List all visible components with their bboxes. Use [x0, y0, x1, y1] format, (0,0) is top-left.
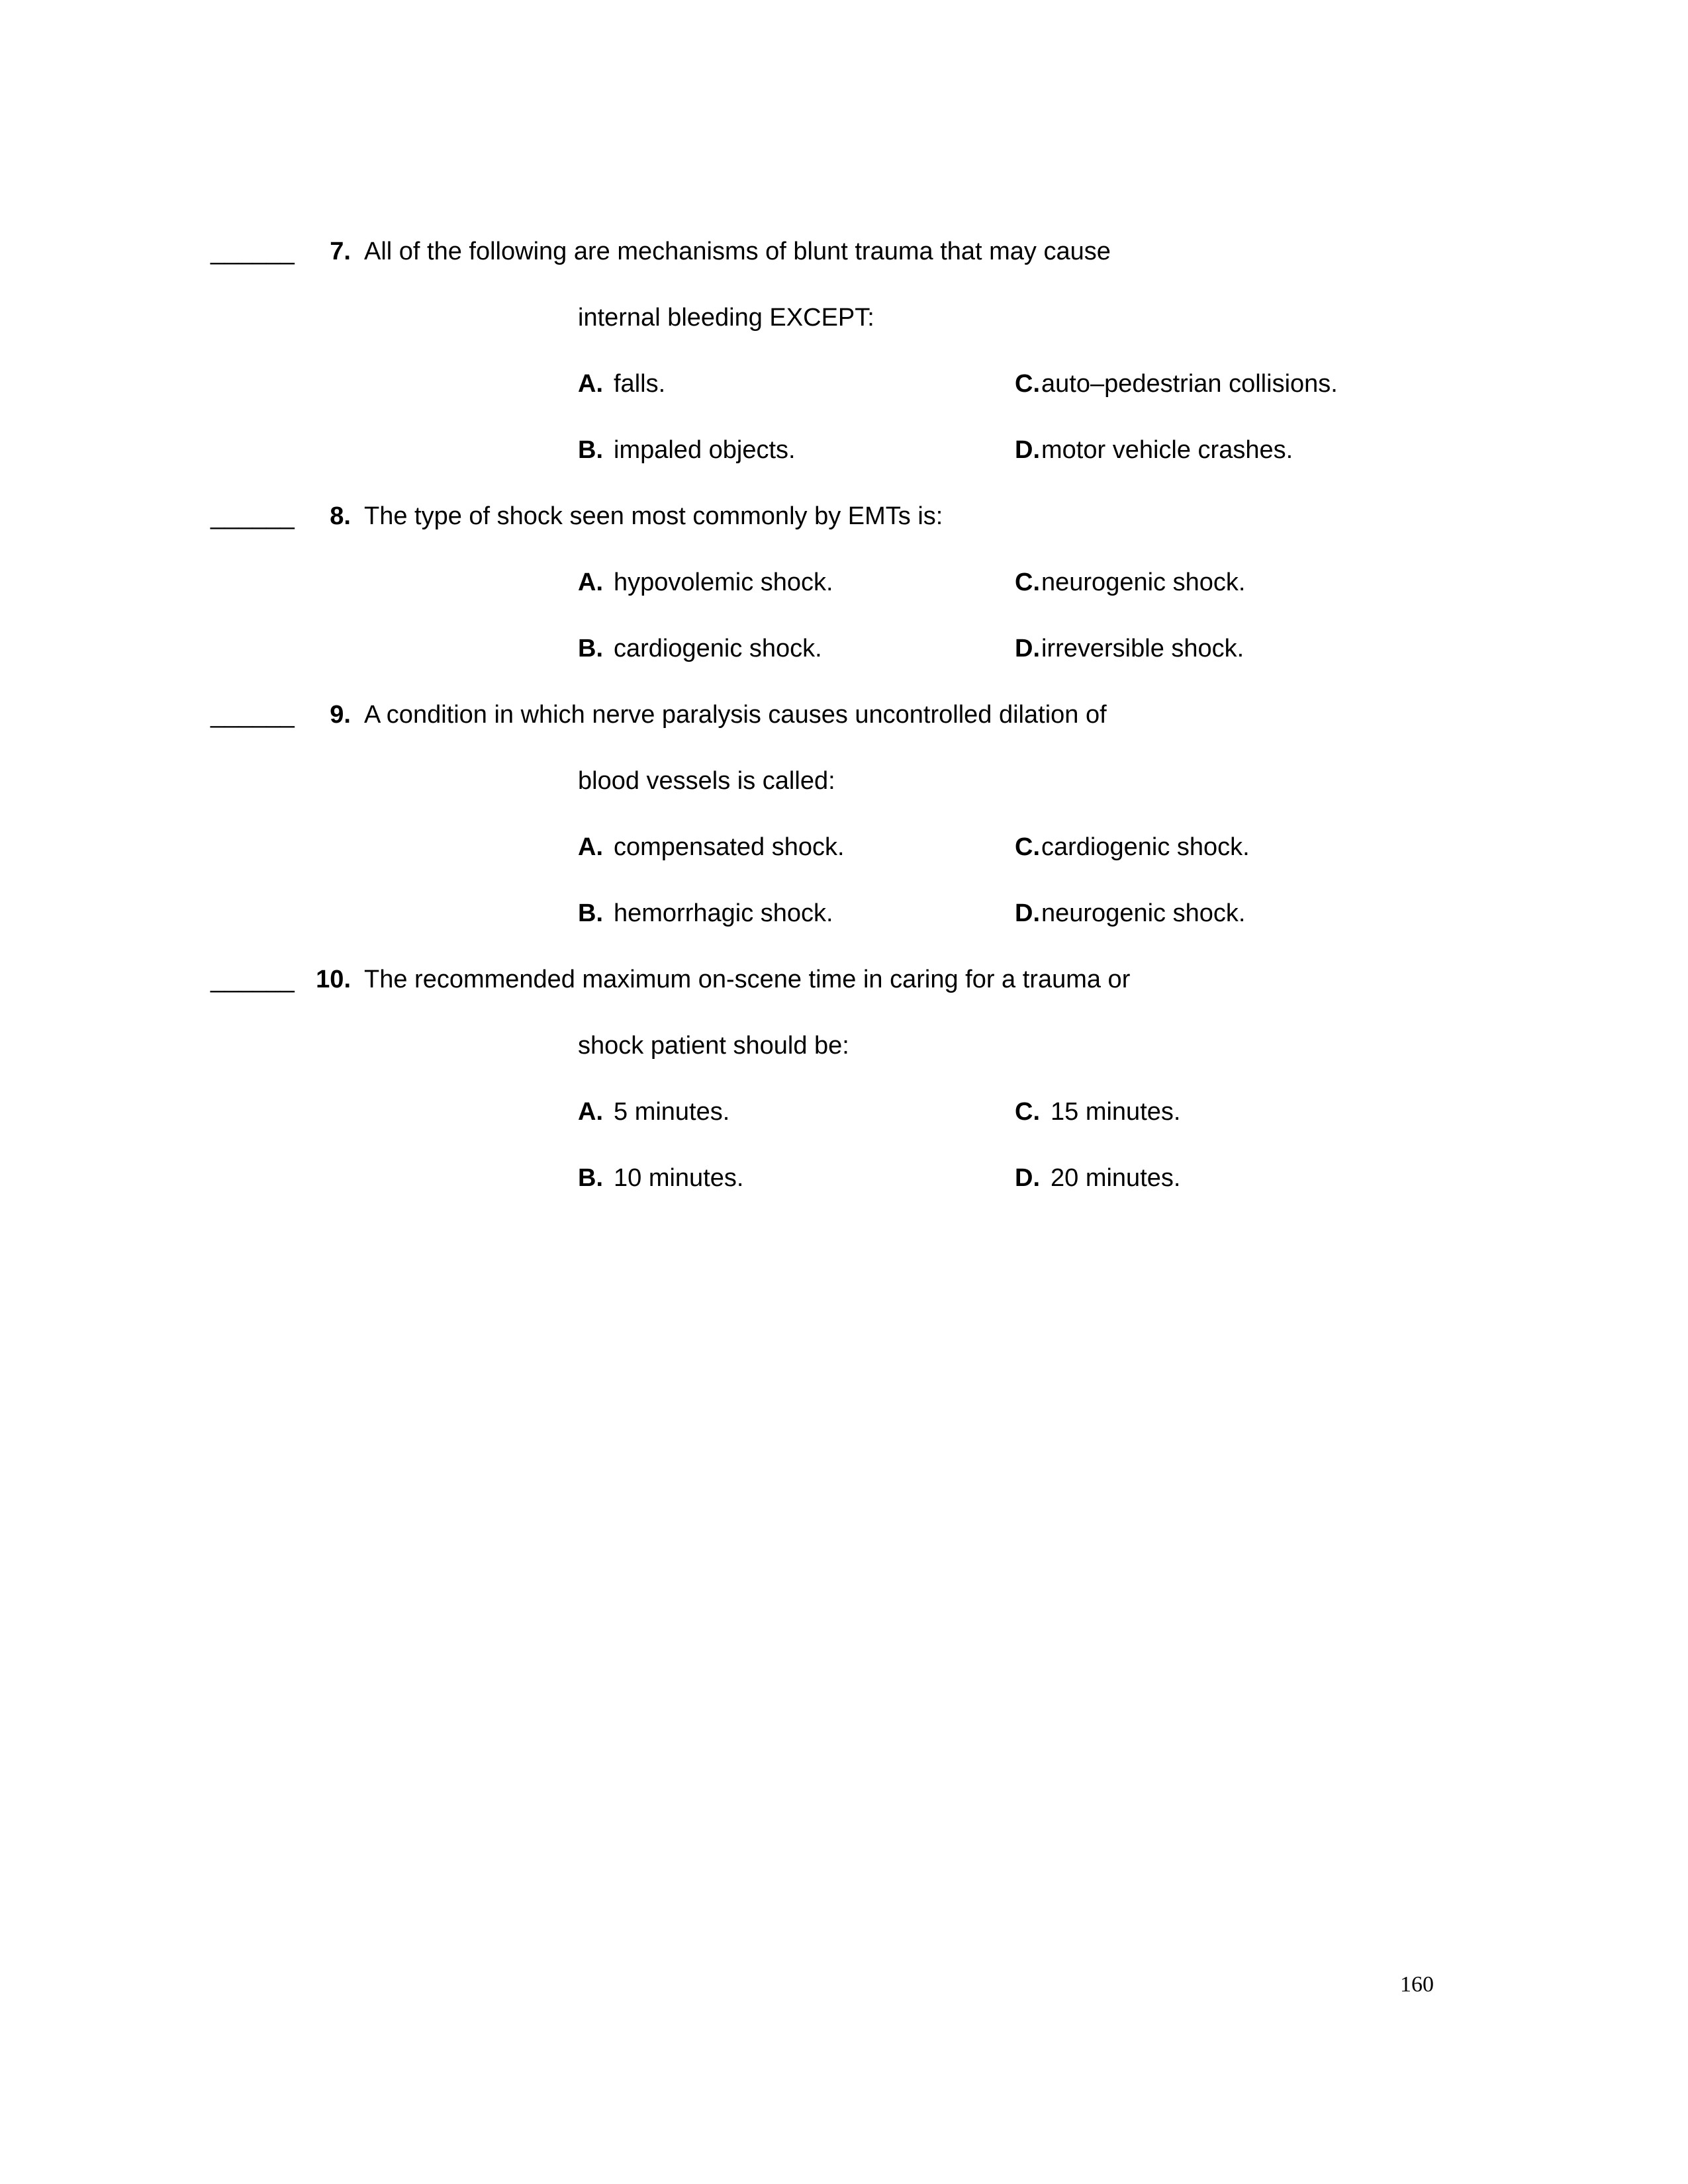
option-label: motor vehicle crashes. — [1041, 436, 1293, 464]
option-d[interactable] — [1015, 615, 1244, 682]
option-label: neurogenic shock. — [1041, 899, 1246, 927]
option-row — [578, 351, 1468, 417]
question-heading — [211, 483, 1468, 549]
option-a[interactable] — [578, 1079, 1015, 1145]
option-row — [578, 880, 1468, 946]
question-text-continued: shock patient should be: — [578, 1032, 849, 1060]
option-row — [578, 417, 1468, 483]
option-letter: D. — [1015, 635, 1040, 662]
option-label: hypovolemic shock. — [614, 569, 833, 596]
option-letter: B. — [578, 436, 603, 464]
question-heading — [211, 682, 1468, 748]
option-b[interactable] — [578, 615, 1015, 682]
question-list — [211, 218, 1468, 1211]
option-row — [578, 615, 1468, 682]
option-letter: C. — [1015, 833, 1040, 861]
question-number: 9. — [330, 701, 351, 729]
question-item — [211, 946, 1468, 1211]
option-label: cardiogenic shock. — [1041, 833, 1250, 861]
option-label: 15 minutes. — [1051, 1098, 1181, 1126]
option-row — [578, 1145, 1468, 1211]
option-label: neurogenic shock. — [1041, 569, 1246, 596]
option-label: auto–pedestrian collisions. — [1041, 370, 1338, 398]
option-row — [578, 814, 1468, 880]
option-label: impaled objects. — [614, 436, 796, 464]
question-text: All of the following are mechanisms of blunt trauma that may cause — [364, 238, 1111, 265]
option-letter: A. — [578, 1098, 603, 1126]
question-text-continued: internal bleeding EXCEPT: — [578, 304, 874, 332]
option-group — [211, 814, 1468, 946]
option-letter: A. — [578, 370, 603, 398]
answer-blank[interactable]: ______ — [211, 238, 295, 265]
option-label: falls. — [614, 370, 666, 398]
option-letter: C. — [1015, 569, 1040, 596]
option-c[interactable] — [1015, 549, 1245, 615]
option-letter: C. — [1015, 1098, 1040, 1126]
answer-blank[interactable]: ______ — [211, 966, 295, 993]
option-c[interactable] — [1015, 1079, 1180, 1145]
option-b[interactable] — [578, 417, 1015, 483]
option-group — [211, 1079, 1468, 1211]
option-letter: D. — [1015, 436, 1040, 464]
question-heading — [211, 218, 1468, 285]
option-letter: D. — [1015, 899, 1040, 927]
option-letter: B. — [578, 899, 603, 927]
question-text: The type of shock seen most commonly by EMTs is: — [364, 502, 943, 530]
option-letter: A. — [578, 569, 603, 596]
page-number: 160 — [1400, 1972, 1434, 1997]
option-letter: B. — [578, 1164, 603, 1192]
option-letter: C. — [1015, 370, 1040, 398]
question-number: 10. — [316, 966, 351, 993]
question-text: The recommended maximum on-scene time in caring for a trauma or — [364, 966, 1131, 993]
option-label: 10 minutes. — [614, 1164, 744, 1192]
option-label: cardiogenic shock. — [614, 635, 822, 662]
option-label: 20 minutes. — [1051, 1164, 1181, 1192]
question-item — [211, 218, 1468, 483]
option-letter: A. — [578, 833, 603, 861]
option-row — [578, 549, 1468, 615]
option-c[interactable] — [1015, 814, 1250, 880]
option-label: compensated shock. — [614, 833, 845, 861]
option-c[interactable] — [1015, 351, 1338, 417]
option-label: irreversible shock. — [1041, 635, 1244, 662]
option-b[interactable] — [578, 880, 1015, 946]
option-a[interactable] — [578, 351, 1015, 417]
question-text-continued: blood vessels is called: — [578, 767, 835, 795]
option-row — [578, 1079, 1468, 1145]
option-d[interactable] — [1015, 417, 1293, 483]
question-number: 7. — [330, 238, 351, 265]
option-b[interactable] — [578, 1145, 1015, 1211]
option-label: 5 minutes. — [614, 1098, 730, 1126]
option-label: hemorrhagic shock. — [614, 899, 833, 927]
option-group — [211, 351, 1468, 483]
question-number: 8. — [330, 502, 351, 530]
question-heading — [211, 946, 1468, 1013]
option-d[interactable] — [1015, 1145, 1180, 1211]
question-text: A condition in which nerve paralysis causes uncontrolled dilation of — [364, 701, 1107, 729]
option-letter: D. — [1015, 1164, 1040, 1192]
answer-blank[interactable]: ______ — [211, 701, 295, 729]
question-item — [211, 483, 1468, 682]
option-d[interactable] — [1015, 880, 1245, 946]
question-item — [211, 682, 1468, 946]
answer-blank[interactable]: ______ — [211, 502, 295, 530]
option-letter: B. — [578, 635, 603, 662]
option-a[interactable] — [578, 814, 1015, 880]
option-group — [211, 549, 1468, 682]
option-a[interactable] — [578, 549, 1015, 615]
